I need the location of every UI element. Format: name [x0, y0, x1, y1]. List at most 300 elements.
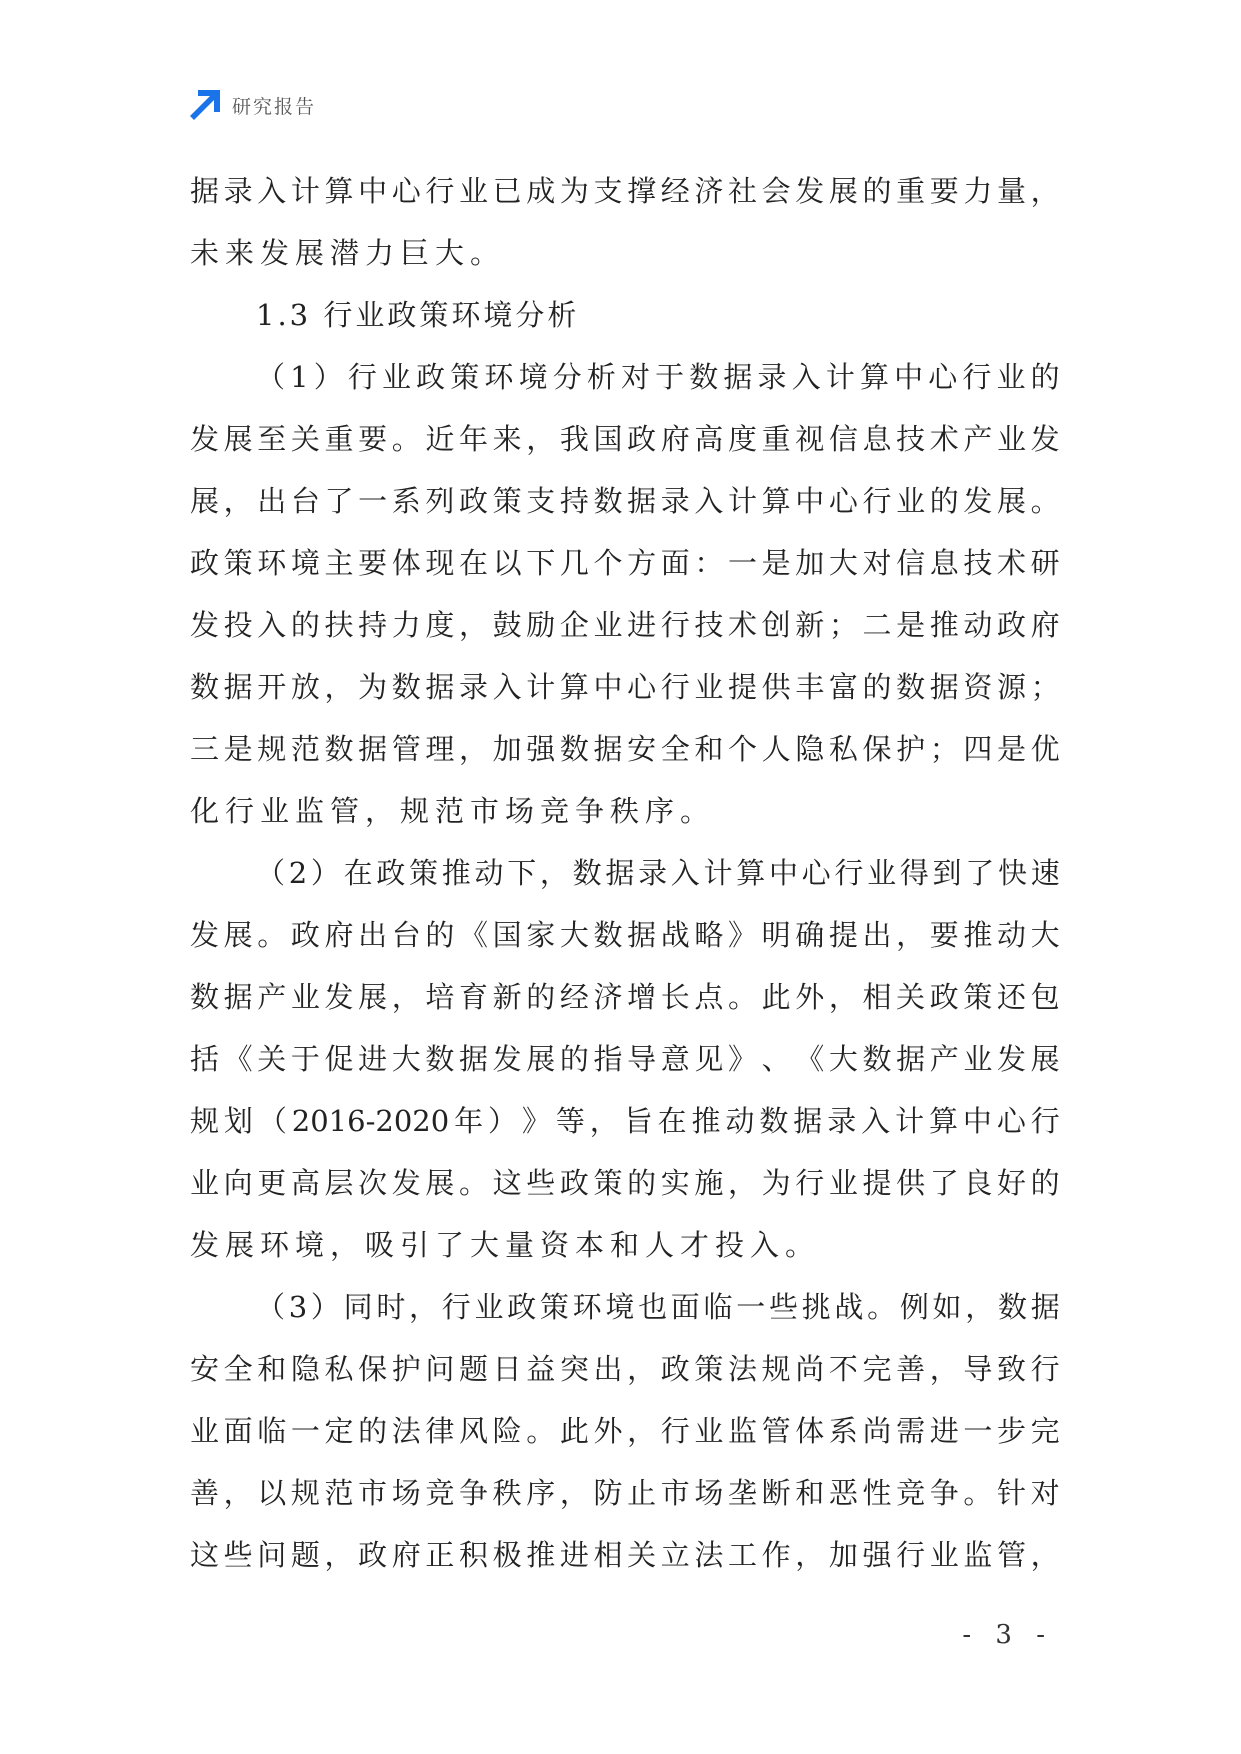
text-char: 年	[454, 1104, 484, 1138]
text-char: 策	[593, 1166, 623, 1200]
text-line: 化行业监管，规范市场竞争秩序。	[190, 794, 716, 828]
text-char: 度	[425, 608, 455, 642]
text-char: 算	[736, 856, 766, 890]
text-char: 推	[691, 1104, 721, 1138]
text-char: 创	[761, 608, 791, 642]
text-char: 的	[358, 1414, 388, 1448]
text-char: 产	[963, 422, 993, 456]
text-char: 术	[728, 608, 758, 642]
text-char: 系	[828, 1414, 858, 1448]
text-char: 数	[324, 732, 354, 766]
text-char: 大	[1030, 918, 1060, 952]
text-char: 进	[929, 1414, 959, 1448]
text-line	[190, 1276, 1060, 1338]
text-char: 放	[290, 670, 320, 704]
text-char: 也	[638, 1290, 668, 1324]
text-line	[190, 1524, 1060, 1586]
text-char: 险	[492, 1414, 522, 1448]
text-char: 据	[593, 732, 623, 766]
text-char: 心	[928, 360, 958, 394]
text-char: 关	[627, 1538, 657, 1572]
text-char: 隐	[290, 1352, 320, 1386]
text-char: 中	[894, 360, 924, 394]
text-char: 展	[223, 918, 253, 952]
text-char: 政	[929, 980, 959, 1014]
text-char: 技	[896, 422, 926, 456]
text-char: 加	[492, 732, 522, 766]
text-char: 私	[324, 1352, 354, 1386]
text-char: 中	[962, 1104, 992, 1138]
text-char: 会	[761, 174, 791, 208]
text-char: 业	[694, 670, 724, 704]
text-char: 争	[459, 1476, 489, 1510]
text-char: 加	[795, 546, 825, 580]
text-char: 的	[1030, 360, 1060, 394]
text-char: 行	[425, 174, 455, 208]
text-char: ，	[929, 1352, 959, 1386]
text-char: 外	[795, 980, 825, 1014]
text-char: 。	[526, 1414, 556, 1448]
text-char: 发	[997, 1042, 1027, 1076]
text-char: 导	[963, 1352, 993, 1386]
text-char: 展	[997, 484, 1027, 518]
text-char: 管	[761, 1414, 791, 1448]
text-char: 持	[559, 484, 589, 518]
text-char: 战	[660, 918, 690, 952]
text-char: 提	[728, 670, 758, 704]
text-char: 发	[190, 422, 220, 456]
text-char: 面	[660, 546, 690, 580]
text-char: 些	[526, 1166, 556, 1200]
text-char: 算	[761, 484, 791, 518]
text-char: 个	[593, 546, 623, 580]
text-char: ，	[324, 670, 354, 704]
text-char: 发	[391, 1166, 421, 1200]
text-char: 推	[929, 608, 959, 642]
text-char: 四	[963, 732, 993, 766]
text-char: 国	[492, 918, 522, 952]
text-char: 施	[694, 1166, 724, 1200]
text-char: 府	[660, 422, 690, 456]
text-char: 数	[862, 1042, 892, 1076]
text-char: 行	[862, 484, 892, 518]
text-char: 策	[409, 856, 439, 890]
header-title: 研究报告	[232, 95, 317, 118]
text-char: 业	[290, 980, 320, 1014]
text-char: 量	[997, 174, 1027, 208]
text-char: 是	[761, 546, 791, 580]
text-char: 提	[828, 918, 858, 952]
text-char: 重	[324, 422, 354, 456]
text-char: 的	[627, 1166, 657, 1200]
text-char: 3	[288, 1290, 308, 1324]
text-char: 业	[867, 856, 897, 890]
text-char: 时	[376, 1290, 406, 1324]
text-char: 业	[828, 1166, 858, 1200]
text-char: 分	[552, 360, 582, 394]
text-line	[190, 842, 1060, 904]
text-line: 发展环境，吸引了大量资本和人才投入。	[190, 1228, 821, 1262]
text-char: 优	[1030, 732, 1060, 766]
text-char: 据	[929, 670, 959, 704]
text-char: 得	[899, 856, 929, 890]
text-char: 数	[593, 918, 623, 952]
text-char: 些	[768, 1290, 798, 1324]
text-char: ，	[526, 422, 556, 456]
text-char: 作	[761, 1538, 791, 1572]
text-char: 题	[290, 1538, 320, 1572]
text-char: 业	[459, 174, 489, 208]
page-header	[190, 88, 316, 122]
text-char: ，	[589, 1104, 619, 1138]
text-char: （	[256, 1290, 286, 1324]
text-line	[190, 1090, 1060, 1152]
text-char: 新	[492, 980, 522, 1014]
text-char: 》	[728, 1042, 758, 1076]
text-char: 良	[963, 1166, 993, 1200]
text-char: 以	[492, 546, 522, 580]
text-char: ）	[313, 360, 343, 394]
text-char: 业	[963, 1042, 993, 1076]
text-char: 临	[703, 1290, 733, 1324]
text-char: 发	[963, 484, 993, 518]
text-char: 安	[190, 1352, 220, 1386]
text-char: 和	[694, 732, 724, 766]
text-char: 加	[828, 1538, 858, 1572]
text-char: 展	[425, 1166, 455, 1200]
text-line	[190, 1400, 1060, 1462]
text-line	[190, 1338, 1060, 1400]
text-char: 次	[358, 1166, 388, 1200]
text-char: 和	[795, 1476, 825, 1510]
text-char: 政	[507, 1290, 537, 1324]
text-char: 出	[358, 918, 388, 952]
text-char: ，	[627, 1414, 657, 1448]
text-char: 据	[358, 732, 388, 766]
text-char: 发	[1030, 422, 1060, 456]
text-char: 安	[627, 732, 657, 766]
text-char: 在	[459, 546, 489, 580]
text-char: 策	[694, 1352, 724, 1386]
text-char: 规	[761, 1352, 791, 1386]
text-char: 二	[862, 608, 892, 642]
text-char: 大	[391, 1042, 421, 1076]
text-char: 长	[660, 980, 690, 1014]
text-char: 为	[761, 1166, 791, 1200]
text-line	[190, 656, 1060, 718]
text-char: 数	[997, 1290, 1027, 1324]
text-char: 指	[593, 1042, 623, 1076]
text-char: 入	[257, 608, 287, 642]
text-char: 业	[996, 360, 1026, 394]
text-char: 强	[526, 732, 556, 766]
text-char: ，	[728, 1166, 758, 1200]
text-char: 为	[559, 174, 589, 208]
text-char: 资	[963, 670, 993, 704]
text-char: ；	[929, 732, 959, 766]
text-char: ，	[1030, 174, 1060, 208]
text-char: 励	[526, 608, 556, 642]
text-char: ，	[391, 980, 421, 1014]
text-char: 主	[324, 546, 354, 580]
text-char: 》	[728, 918, 758, 952]
text-char: 、	[761, 1042, 791, 1076]
text-char: 尚	[795, 1352, 825, 1386]
text-char: 法	[728, 1352, 758, 1386]
text-char: 为	[358, 670, 388, 704]
text-char: 富	[828, 670, 858, 704]
text-char: 数	[896, 670, 926, 704]
text-char: 管	[997, 1538, 1027, 1572]
text-char: 支	[526, 484, 556, 518]
text-char: 心	[801, 856, 831, 890]
text-char: 业	[190, 1166, 220, 1200]
text-char: 行	[962, 360, 992, 394]
text-char: 展	[1030, 1042, 1060, 1076]
text-char: 场	[391, 1476, 421, 1510]
text-char: 在	[657, 1104, 687, 1138]
text-char: 范	[324, 1476, 354, 1510]
text-char: 数	[593, 484, 623, 518]
text-char: 业	[929, 1538, 959, 1572]
text-char: 息	[862, 422, 892, 456]
text-char: 全	[223, 1352, 253, 1386]
text-char: 保	[862, 732, 892, 766]
text-char: 算	[859, 360, 889, 394]
text-char: 度	[728, 422, 758, 456]
text-char: 信	[828, 422, 858, 456]
text-char: 人	[761, 732, 791, 766]
text-char: 行	[441, 1290, 471, 1324]
text-char: 经	[559, 980, 589, 1014]
text-char: 扶	[324, 608, 354, 642]
text-char: 据	[723, 360, 753, 394]
text-char: 全	[660, 732, 690, 766]
text-char: ）	[310, 856, 340, 890]
text-char: 风	[459, 1414, 489, 1448]
text-char: 促	[324, 1042, 354, 1076]
text-char: 丰	[795, 670, 825, 704]
text-char: 速	[1030, 856, 1060, 890]
text-char: 心	[996, 1104, 1026, 1138]
text-char: 2	[288, 856, 308, 890]
text-char: 计	[895, 1104, 925, 1138]
text-char: 动	[963, 608, 993, 642]
text-char: 划	[223, 1104, 253, 1138]
text-char: 体	[795, 1414, 825, 1448]
text-char: 关	[896, 980, 926, 1014]
text-char: 外	[593, 1414, 623, 1448]
text-char: 进	[559, 1538, 589, 1572]
text-char: 下	[526, 546, 556, 580]
text-char: 展	[223, 422, 253, 456]
text-char: ，	[223, 484, 253, 518]
text-char: 体	[391, 546, 421, 580]
text-char: 府	[391, 1538, 421, 1572]
text-char: 了	[929, 1166, 959, 1200]
text-char: 育	[459, 980, 489, 1014]
text-char: 产	[929, 1042, 959, 1076]
text-char: 数	[559, 732, 589, 766]
text-char: 进	[358, 1042, 388, 1076]
text-char: 的	[559, 1042, 589, 1076]
text-char: 下	[507, 856, 537, 890]
text-char: 力	[391, 608, 421, 642]
text-char: 济	[593, 980, 623, 1014]
text-char: 更	[257, 1166, 287, 1200]
text-char: 方	[627, 546, 657, 580]
text-char: 据	[425, 670, 455, 704]
text-char: 至	[257, 422, 287, 456]
text-char: 录	[827, 1104, 857, 1138]
text-char: 强	[862, 1538, 892, 1572]
text-char: （	[257, 1104, 287, 1138]
text-char: 计	[825, 360, 855, 394]
text-char: 数	[572, 856, 602, 890]
text-char: 挑	[801, 1290, 831, 1324]
text-char: （	[256, 360, 286, 394]
text-char: 据	[627, 918, 657, 952]
text-char: 正	[425, 1538, 455, 1572]
text-char: 个	[728, 732, 758, 766]
text-char: ，	[459, 608, 489, 642]
text-char: 确	[795, 918, 825, 952]
text-char: 性	[862, 1476, 892, 1510]
text-char: 对	[862, 546, 892, 580]
text-char: 业	[190, 1414, 220, 1448]
text-char: 国	[593, 422, 623, 456]
text-char: 数	[425, 1042, 455, 1076]
text-char: 推	[526, 1538, 556, 1572]
text-char: 政	[660, 1352, 690, 1386]
text-char: 管	[391, 732, 421, 766]
text-char: 提	[862, 1166, 892, 1200]
text-char: 台	[290, 484, 320, 518]
text-char: 政	[627, 422, 657, 456]
text-char: ，	[795, 1538, 825, 1572]
text-char: 隐	[795, 732, 825, 766]
text-char: ，	[459, 732, 489, 766]
text-char: 高	[694, 422, 724, 456]
text-char: 。	[459, 1166, 489, 1200]
text-char: 三	[190, 732, 220, 766]
text-char: 技	[694, 608, 724, 642]
text-char: 据	[459, 1042, 489, 1076]
text-char: ：	[694, 546, 724, 580]
text-char: 中	[358, 174, 388, 208]
text-char: 善	[190, 1476, 220, 1510]
text-char: 心	[828, 484, 858, 518]
text-char: 研	[1030, 546, 1060, 580]
text-char: 完	[1030, 1414, 1060, 1448]
text-char: 据	[223, 670, 253, 704]
text-char: 培	[425, 980, 455, 1014]
text-char: 向	[223, 1166, 253, 1200]
text-line	[190, 532, 1060, 594]
text-char: 录	[660, 484, 690, 518]
text-char: 年	[459, 422, 489, 456]
text-char: 持	[358, 608, 388, 642]
text-char: 垄	[728, 1476, 758, 1510]
text-char: 中	[768, 856, 798, 890]
text-char: 关	[257, 1042, 287, 1076]
text-char: ）	[310, 1290, 340, 1324]
text-char: 市	[660, 1476, 690, 1510]
text-char: 动	[725, 1104, 755, 1138]
text-char: 府	[1030, 608, 1060, 642]
text-char: 一	[963, 1414, 993, 1448]
text-char: 政	[358, 1538, 388, 1572]
text-char: 大	[828, 546, 858, 580]
text-char: 这	[190, 1538, 220, 1572]
text-char: 济	[694, 174, 724, 208]
text-char: 业	[382, 360, 412, 394]
text-char: 视	[795, 422, 825, 456]
document-body	[190, 160, 1060, 1586]
text-char: 相	[593, 1538, 623, 1572]
text-char: 同	[343, 1290, 373, 1324]
text-char: 立	[660, 1538, 690, 1572]
text-char: 监	[728, 1414, 758, 1448]
text-char: 动	[474, 856, 504, 890]
text-char: 律	[425, 1414, 455, 1448]
text-char: ；	[828, 608, 858, 642]
text-char: 政	[459, 484, 489, 518]
text-char: 规	[257, 732, 287, 766]
text-char: 重	[761, 422, 791, 456]
text-line	[190, 594, 1060, 656]
text-char: 一	[736, 1290, 766, 1324]
text-char: 明	[761, 918, 791, 952]
text-char: 行	[795, 1166, 825, 1200]
text-line	[190, 1462, 1060, 1524]
text-char: 环	[484, 360, 514, 394]
text-char: 算	[559, 670, 589, 704]
text-char: 不	[828, 1352, 858, 1386]
text-char: 括	[190, 1042, 220, 1076]
text-char: 开	[257, 670, 287, 704]
text-char: 此	[761, 980, 791, 1014]
text-char: 定	[324, 1414, 354, 1448]
text-char: 政	[290, 918, 320, 952]
text-char: 社	[728, 174, 758, 208]
text-char: 系	[391, 484, 421, 518]
text-char: 要	[358, 422, 388, 456]
text-char: 是	[896, 608, 926, 642]
text-char: 力	[963, 174, 993, 208]
text-char: 术	[929, 422, 959, 456]
text-char: 环	[257, 546, 287, 580]
text-char: 大	[559, 918, 589, 952]
text-char: 针	[997, 1476, 1027, 1510]
text-char: 尚	[862, 1414, 892, 1448]
text-char: 行	[660, 608, 690, 642]
text-char: 这	[492, 1166, 522, 1200]
text-char: 此	[559, 1414, 589, 1448]
text-char: ，	[324, 1538, 354, 1572]
text-char: 算	[928, 1104, 958, 1138]
text-char: 境	[605, 1290, 635, 1324]
text-char: 秩	[492, 1476, 522, 1510]
text-char: 政	[416, 360, 446, 394]
text-char: 行	[1030, 1104, 1060, 1138]
text-char: 现	[425, 546, 455, 580]
text-char: 一	[358, 484, 388, 518]
text-char: 据	[896, 1042, 926, 1076]
text-char: 行	[1030, 1352, 1060, 1386]
text-char: 。	[391, 422, 421, 456]
text-char: 析	[586, 360, 616, 394]
